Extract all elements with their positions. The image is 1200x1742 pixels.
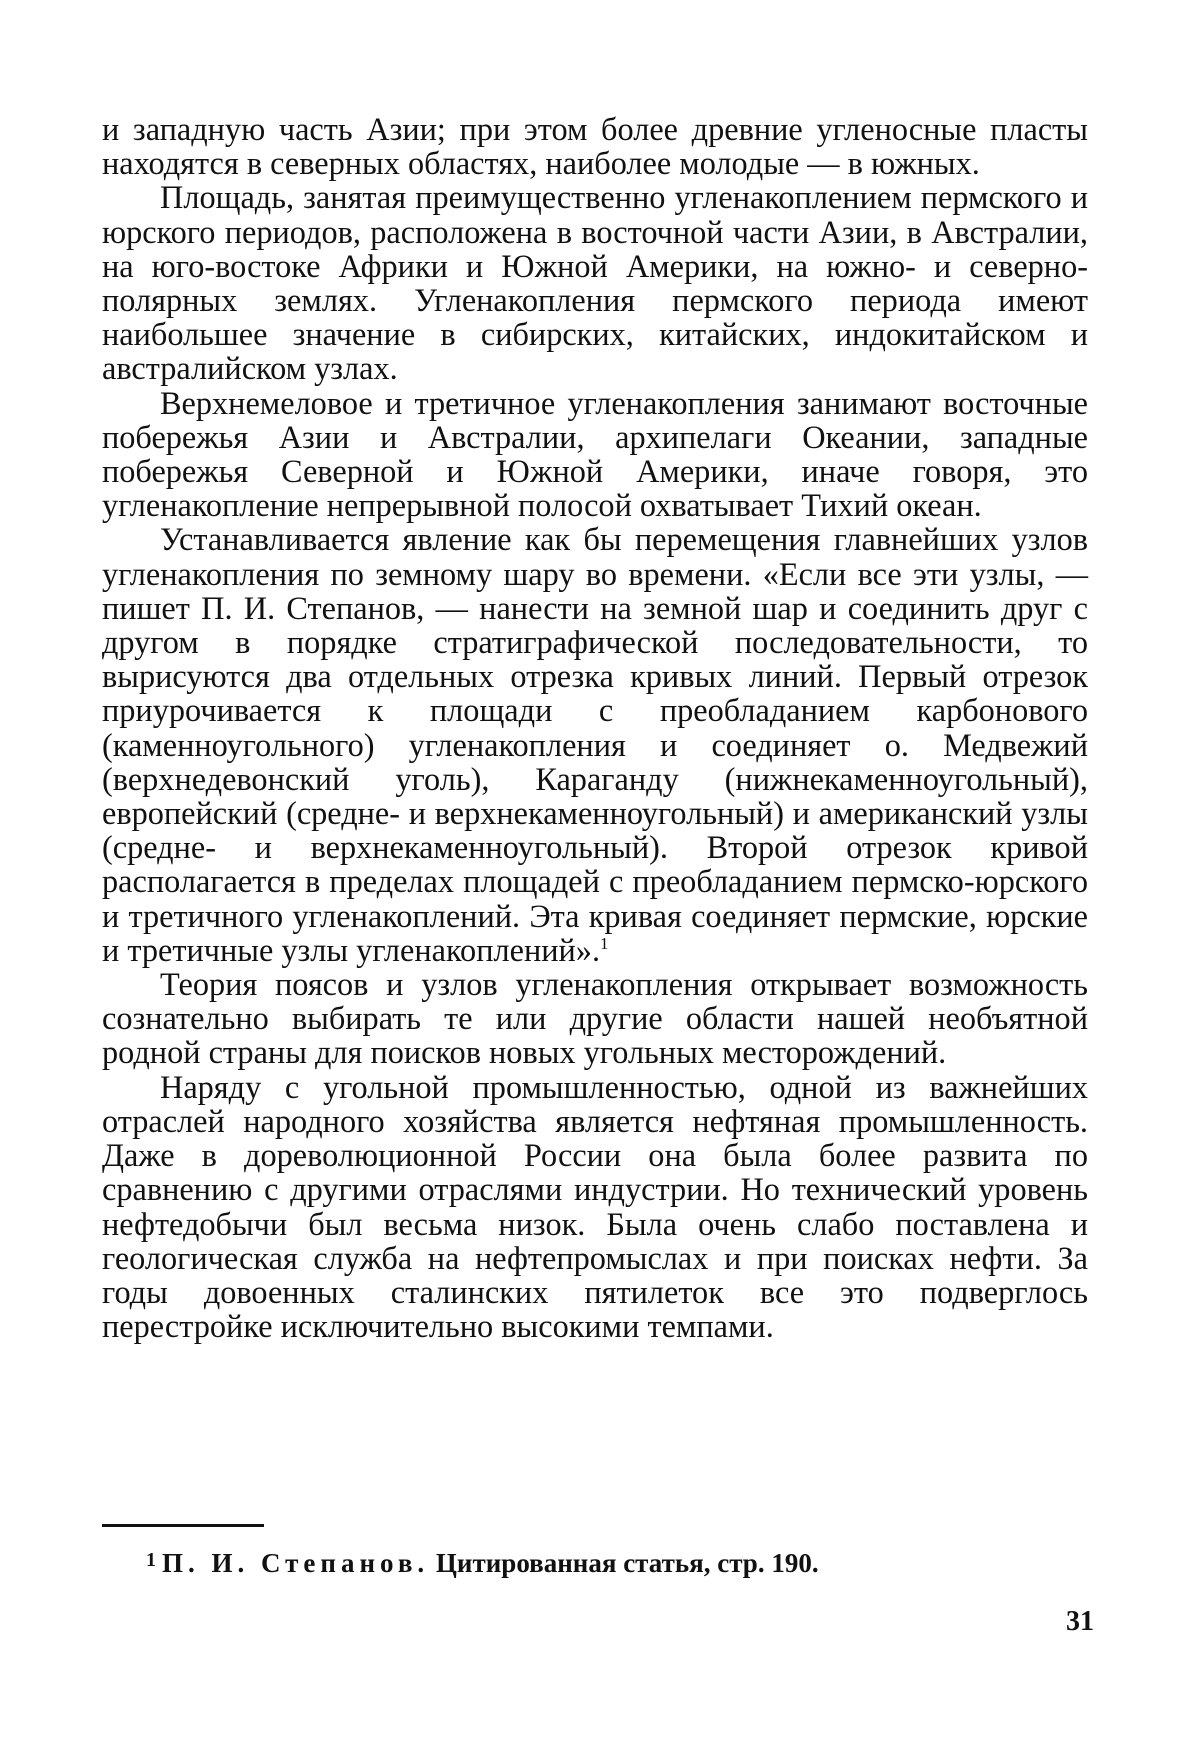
page-number: 31	[1066, 1606, 1094, 1637]
paragraph-1: и западную часть Азии; при этом более древние угленосные пласты находятся в северных областях, наиболее молодые — в южных.	[102, 111, 1088, 182]
footnote	[146, 1545, 819, 1578]
footnote-mark: 1	[146, 1549, 156, 1571]
footnote-reference[interactable]: 1	[600, 933, 609, 953]
paragraph-3: Верхнемеловое и третичное угленакопления занимают восточные побережья Азии и Австралии, архипелаги Океании, западные побережья Северной и Южной Америки, иначе говоря, это угленакопление непрерывной полосой охватывает Тихий океан.	[102, 384, 1088, 524]
paragraph-4-text: Устанавливается явление как бы перемещения главнейших узлов угленакопления по земному шару во времени. «Если все эти узлы, — пишет П. И. Степанов, — нанести на земной шар и соединить друг с другом в порядке стратиграфической последовательности, то вырисуются два отдельных отрезка кривых линий. Первый отрезок приурочивается к площади с преобладанием карбонового (каменноугольного) угленакопления и соединяет о. Медвежий (верхнедевонский уголь), Караганду (нижнекаменноугольный), европейский (средне- и верхнекаменноугольный) и американский узлы (средне- и верхнекаменноугольный). Второй отрезок кривой располагается в пределах площадей с преобладанием пермско-юрского и третичного угленакоплений. Эта кривая соединяет пермские, юрские и третичные узлы угленакоплений».	[102, 521, 1088, 968]
footnote-divider	[102, 1524, 264, 1527]
paragraph-5: Теория поясов и узлов угленакопления открывает возможность сознательно выбирать те или другие области нашей необъятной родной страны для поисков новых угольных месторождений.	[102, 966, 1088, 1071]
page-body	[102, 112, 1088, 1343]
footnote-text: Цитированная статья, стр. 190.	[435, 1548, 819, 1578]
footnote-author: П. И. Степанов.	[162, 1548, 430, 1578]
paragraph-2: Площадь, занятая преимущественно угленакоплением пермского и юрского периодов, расположена в восточной части Азии, в Австралии, на юго-востоке Африки и Южной Америки, на южно- и северно-полярных землях. Угленакопления пермского периода имеют наибольшее значение в сибирских, китайских, индокитайском и австралийском узлах.	[102, 179, 1088, 387]
paragraph-6: Наряду с угольной промышленностью, одной из важнейших отраслей народного хозяйства является нефтяная промышленность. Даже в дореволюционной России она была более развита по сравнению с другими отраслями индустрии. Но технический уровень нефтедобычи был весьма низок. Была очень слабо поставлена и геологическая служба на нефтепромыслах и при поисках нефти. За годы довоенных сталинских пятилеток все это подверглось перестройке исключительно высокими темпами.	[102, 1068, 1088, 1345]
paragraph-4	[102, 522, 1088, 967]
